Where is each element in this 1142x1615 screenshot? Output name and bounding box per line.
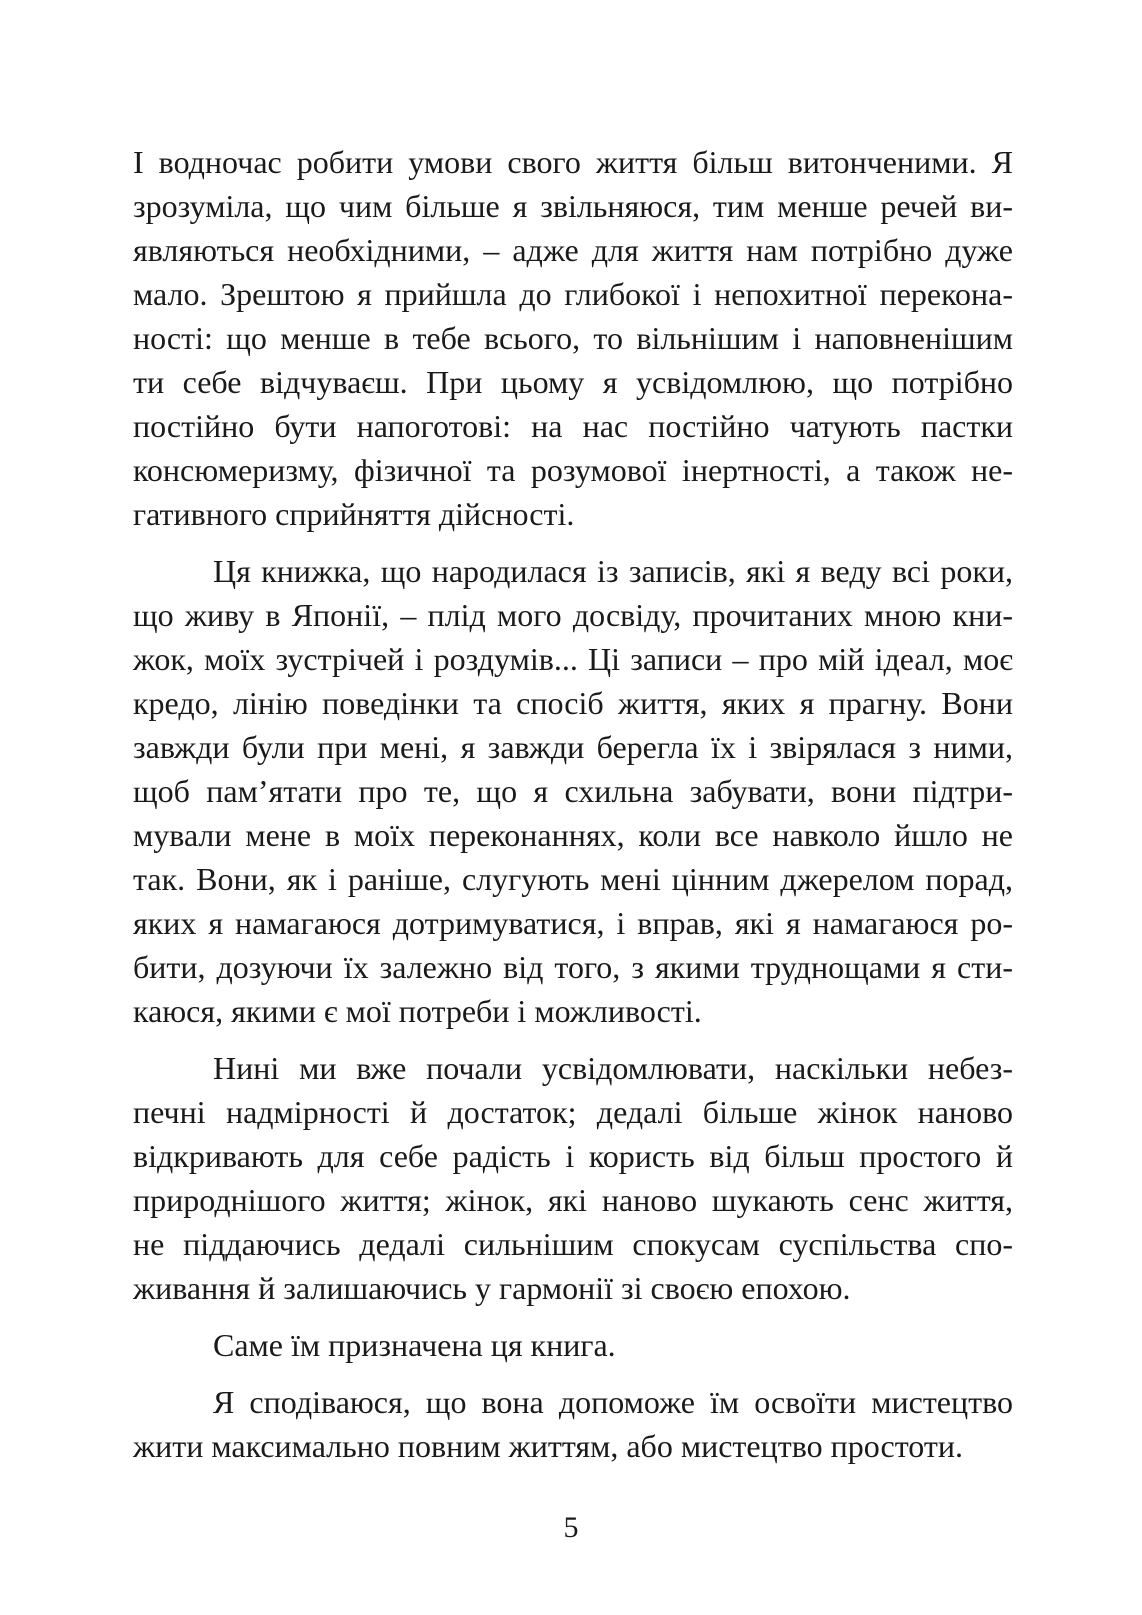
page-number: 5 xyxy=(563,1511,579,1544)
text-line: консюмеризму, фізичної та розумової інертності, а також не- xyxy=(133,452,1013,488)
text-line: завжди були при мені, я завжди берегла їх і звірялася з ними, xyxy=(133,729,1013,765)
text-line: Нині ми вже почали усвідомлювати, наскільки небез- xyxy=(213,1050,1013,1086)
paragraph-4 xyxy=(133,1323,1013,1367)
text-line: каюся, якими є мої потреби і можливості. xyxy=(133,993,702,1029)
text-line: мували мене в моїх переконаннях, коли все навколо йшло не xyxy=(133,817,1013,853)
text-line: відкривають для себе радість і користь від більш простого й xyxy=(133,1138,1013,1174)
paragraph-3 xyxy=(133,1046,1013,1310)
text-line: Саме їм призначена ця книга. xyxy=(213,1327,616,1363)
text-line: гативного сприйняття дійсності. xyxy=(133,496,575,532)
text-line: ти себе відчуваєш. При цьому я усвідомлюю, що потрібно xyxy=(133,364,1013,400)
paragraph-2 xyxy=(133,549,1013,1033)
text-line: живання й залишаючись у гармонії зі своєю епохою. xyxy=(133,1270,851,1306)
text-line: І водночас робити умови свого життя більш витонченими. Я xyxy=(133,144,1013,180)
text-line: не піддаючись дедалі сильнішим спокусам суспільства спо- xyxy=(133,1226,1013,1262)
paragraph-5 xyxy=(133,1380,1013,1468)
text-line: жити максимально повним життям, або мистецтво простоти. xyxy=(133,1428,963,1464)
text-line: Я сподіваюся, що вона допоможе їм освоїти мистецтво xyxy=(213,1384,1013,1420)
text-line: яких я намагаюся дотримуватися, і вправ, які я намагаюся ро- xyxy=(133,905,1013,941)
text-line: кредо, лінію поведінки та спосіб життя, яких я прагну. Вони xyxy=(133,685,1013,721)
text-line: Ця книжка, що народилася із записів, які я веду всі роки, xyxy=(213,553,1013,589)
text-line: зрозуміла, що чим більше я звільняюся, тим менше речей ви- xyxy=(133,188,1013,224)
paragraph-1 xyxy=(133,140,1013,536)
text-line: являються необхідними, – адже для життя нам потрібно дуже xyxy=(133,232,1013,268)
text-line: печні надмірності й достаток; дедалі більше жінок наново xyxy=(133,1094,1013,1130)
text-line: бити, дозуючи їх залежно від того, з якими труднощами я сти- xyxy=(133,949,1013,985)
text-line: щоб пам’ятати про те, що я схильна забувати, вони підтри- xyxy=(133,773,1013,809)
body-text xyxy=(133,140,1013,1468)
text-line: природнішого життя; жінок, які наново шукають сенс життя, xyxy=(133,1182,1013,1218)
text-line: мало. Зрештою я прийшла до глибокої і непохитної перекона- xyxy=(133,276,1013,312)
text-line: так. Вони, як і раніше, слугують мені цінним джерелом порад, xyxy=(133,861,1013,897)
text-line: постійно бути напоготові: на нас постійно чатують пастки xyxy=(133,408,1013,444)
text-line: що живу в Японії, – плід мого досвіду, прочитаних мною кни- xyxy=(133,597,1013,633)
text-line: жок, моїх зустрічей і роздумів... Ці записи – про мій ідеал, моє xyxy=(133,641,1013,677)
text-line: ності: що менше в тебе всього, то вільнішим і наповненішим xyxy=(133,320,1013,356)
